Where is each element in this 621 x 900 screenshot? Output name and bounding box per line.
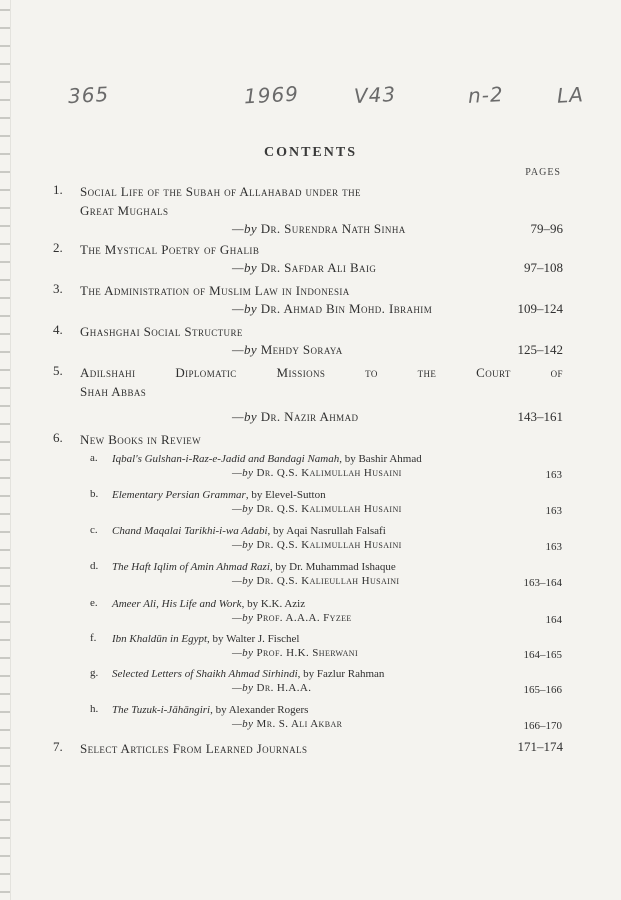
review-letter: h. [90,703,99,715]
entry-number: 7. [53,739,63,754]
book-title: The Haft Iqlim of Amin Ahmad Razi [112,561,270,573]
book-author: , by Alexander Rogers [210,704,309,716]
author-row [53,260,563,280]
author-name: Mehdy Soraya [260,342,343,357]
review-pages: 166–170 [523,720,562,732]
entry-author [232,409,358,425]
review-pages: 163 [545,505,562,517]
book-title: The Tuzuk-i-Jāhāngiri [112,704,211,716]
review-pages: 163–164 [523,577,562,589]
reviewer-name: Dr. Q.S. Kalieullah Husaini [256,575,400,587]
review-author-row [90,718,562,733]
reviewer [232,612,352,624]
handwritten-note: 365 [67,81,110,109]
entry-author [232,221,406,237]
book-author: , by Bashir Ahmad [339,453,422,465]
handwritten-note: 1969 [243,81,300,109]
review-title [112,488,562,503]
review-letter: a. [90,452,98,464]
review-entry [90,452,562,482]
entry-title-line: Ghashghai Social Structure [80,324,243,339]
toc-entry [53,363,563,429]
reviewer [232,718,342,730]
title-word: of [550,365,563,380]
entry-pages: 79–96 [530,221,563,236]
book-title: Iqbal's Gulshan-i-Raz-e-Jadid and Bandagi Namah [112,453,340,465]
review-title [112,524,562,539]
by-prefix: —by [232,342,258,357]
review-title [112,667,562,682]
toc-entry [53,182,563,241]
review-title [112,703,562,718]
review-author-row [90,682,562,697]
by-prefix: —by [232,539,254,551]
title-word: Missions [276,365,326,380]
author-row [53,409,563,429]
reviewer [232,647,358,659]
title-word: Diplomatic [175,365,237,380]
entry-author [232,342,343,358]
by-prefix: —by [232,647,254,659]
review-entry [90,560,562,590]
toc-entry [53,322,563,362]
handwritten-note: n-2 [467,82,505,108]
entry-pages: 171–174 [517,739,563,754]
entry-title-line [80,363,563,382]
by-prefix: —by [232,301,258,316]
review-letter: g. [90,667,99,679]
entry-title [80,739,563,758]
review-author-row [90,647,562,662]
reviewer-name: Dr. Q.S. Kalimullah Husaini [256,503,402,515]
review-title [112,597,562,612]
entry-number: 2. [53,240,63,255]
entry-title-line: The Administration of Muslim Law in Indonesia [80,283,350,298]
review-title [112,632,562,647]
toc-entry [53,430,563,449]
review-author-row [90,503,562,518]
review-letter: d. [90,560,99,572]
entry-title-line: Social Life of the Subah of Allahabad under the [80,184,361,199]
book-title: Ameer Ali, His Life and Work [112,598,242,610]
by-prefix: —by [232,221,258,236]
entry-pages: 143–161 [517,409,563,424]
toc-entry [53,240,563,280]
entry-title [80,363,563,401]
review-entry [90,524,562,554]
author-row [53,221,563,241]
handwritten-note: LA [556,82,585,108]
entry-title-line: Great Mughals [80,203,169,218]
review-letter: b. [90,488,99,500]
toc-entry [53,281,563,321]
handwritten-note: V43 [353,81,397,109]
book-title: Selected Letters of Shaikh Ahmad Sirhindi [112,668,298,680]
entry-author [232,260,376,276]
binding-edge [0,0,11,900]
entry-number: 1. [53,182,63,197]
review-entry [90,632,562,662]
entry-number: 3. [53,281,63,296]
reviewer-name: Prof. A.A.A. Fyzee [256,612,352,624]
reviewer [232,467,402,479]
review-letter: e. [90,597,98,609]
book-title: Ibn Khaldūn in Egypt [112,633,208,645]
review-entry [90,597,562,627]
by-prefix: —by [232,260,258,275]
reviewer [232,575,400,587]
title-word: to [365,365,378,380]
reviewer-name: Dr. Q.S. Kalimullah Husaini [256,539,402,551]
title-word: Court [476,365,511,380]
by-prefix: —by [232,718,254,730]
by-prefix: —by [232,575,254,587]
reviewer [232,539,402,551]
by-prefix: —by [232,409,258,424]
book-author: , by Walter J. Fischel [207,633,300,645]
entry-title-line: The Mystical Poetry of Ghalib [80,242,260,257]
review-pages: 165–166 [523,684,562,696]
review-author-row [90,575,562,590]
pages-column-label: PAGES [525,167,561,178]
by-prefix: —by [232,682,254,694]
author-row [53,342,563,362]
reviewer-name: Dr. H.A.A. [256,682,312,694]
review-title [112,452,562,467]
entry-pages: 97–108 [524,260,563,275]
book-author: , by Elevel-Sutton [245,489,326,501]
entry-title [80,281,563,300]
book-title: Elementary Persian Grammar [112,489,246,501]
entry-title [80,430,563,449]
entry-pages: 109–124 [517,301,563,316]
review-letter: c. [90,524,98,536]
book-title: Chand Maqalai Tarikhi-i-wa Adabi [112,525,268,537]
entry-pages: 125–142 [517,342,563,357]
entry-number: 5. [53,363,63,378]
toc-entry [53,739,563,758]
reviewer-name: Dr. Q.S. Kalimullah Husaini [256,467,402,479]
review-pages: 164 [545,614,562,626]
entry-title-line: Shah Abbas [80,384,147,399]
review-entry [90,488,562,518]
book-author: , by Fazlur Rahman [297,668,385,680]
author-row [53,301,563,321]
entry-title-line: New Books in Review [80,432,202,447]
review-entry [90,703,562,733]
author-name: Dr. Surendra Nath Sinha [260,221,406,236]
review-author-row [90,467,562,482]
review-pages: 163 [545,469,562,481]
title-word: the [417,365,437,380]
book-author: , by Aqai Nasrullah Falsafi [267,525,386,537]
entry-author [232,301,432,317]
book-author: , by Dr. Muhammad Ishaque [269,561,396,573]
review-author-row [90,612,562,627]
review-letter: f. [90,632,97,644]
entry-number: 6. [53,430,63,445]
contents-title: CONTENTS [263,145,358,160]
reviewer-name: Prof. H.K. Sherwani [256,647,359,659]
author-name: Dr. Safdar Ali Baig [260,260,377,275]
by-prefix: —by [232,612,254,624]
entry-title [80,322,563,341]
title-word: Adilshahi [80,365,136,380]
author-name: Dr. Ahmad Bin Mohd. Ibrahim [260,301,433,316]
book-author: , by K.K. Aziz [241,598,306,610]
review-author-row [90,539,562,554]
review-pages: 163 [545,541,562,553]
by-prefix: —by [232,503,254,515]
review-entry [90,667,562,697]
entry-title [80,240,563,259]
author-name: Dr. Nazir Ahmad [260,409,359,424]
by-prefix: —by [232,467,254,479]
entry-title [80,182,563,220]
review-pages: 164–165 [523,649,562,661]
entry-title-line: Select Articles From Learned Journals [80,741,308,756]
reviewer-name: Mr. S. Ali Akbar [256,718,343,730]
entry-number: 4. [53,322,63,337]
review-title [112,560,562,575]
reviewer [232,682,311,694]
reviewer [232,503,402,515]
